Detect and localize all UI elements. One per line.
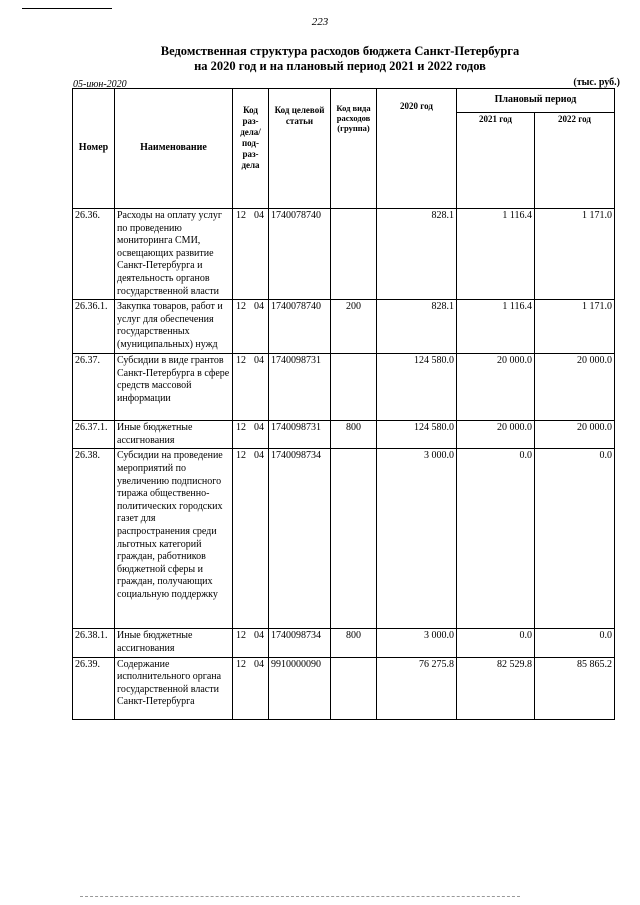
- title-line-1: Ведомственная структура расходов бюджета Санкт-Петербурга: [160, 44, 520, 58]
- row-name: Иные бюджетные ассигнования: [115, 421, 233, 449]
- row-target: 1740078740: [269, 300, 331, 354]
- row-kind: [331, 657, 377, 719]
- row-section: [233, 354, 269, 421]
- row-target: 1740098734: [269, 449, 331, 629]
- row-name: Иные бюджетные ассигнования: [115, 629, 233, 657]
- row-kind: 800: [331, 629, 377, 657]
- row-section: [233, 421, 269, 449]
- row-2022: 0.0: [535, 629, 615, 657]
- row-target: 1740098731: [269, 354, 331, 421]
- row-2020: 3 000.0: [377, 629, 457, 657]
- table-row: [73, 209, 615, 300]
- header-planned: Плановый период: [457, 89, 615, 113]
- row-2021: 0.0: [457, 629, 535, 657]
- row-target: 9910000090: [269, 657, 331, 719]
- row-2021: 82 529.8: [457, 657, 535, 719]
- row-section: [233, 657, 269, 719]
- row-kind: 800: [331, 421, 377, 449]
- subsection-code: 04: [254, 450, 264, 462]
- table-row: [73, 629, 615, 657]
- row-number: 26.37.1.: [73, 421, 115, 449]
- row-2022: 0.0: [535, 449, 615, 629]
- row-2020: 3 000.0: [377, 449, 457, 629]
- row-2021: 0.0: [457, 449, 535, 629]
- row-2021: 1 116.4: [457, 209, 535, 300]
- units-label: (тыс. руб.): [573, 77, 620, 88]
- row-name: Субсидии в виде грантов Санкт-Петербурга в сфере средств массовой информации: [115, 354, 233, 421]
- section-code: 12: [236, 658, 246, 670]
- row-target: 1740078740: [269, 209, 331, 300]
- row-2020: 828.1: [377, 300, 457, 354]
- row-target: 1740098734: [269, 629, 331, 657]
- subsection-code: 04: [254, 355, 264, 367]
- table-row: [73, 421, 615, 449]
- document-date: 05-июн-2020: [73, 79, 127, 90]
- row-2020: 124 580.0: [377, 421, 457, 449]
- subsection-code: 04: [254, 658, 264, 670]
- section-code: 12: [236, 450, 246, 462]
- header-2020: 2020 год: [377, 89, 457, 209]
- row-2022: 1 171.0: [535, 209, 615, 300]
- top-rule: [22, 8, 112, 9]
- table-row: [73, 449, 615, 629]
- row-name: Содержание исполнительного органа государственной власти Санкт-Петербурга: [115, 657, 233, 719]
- bottom-rule: [80, 896, 520, 897]
- row-kind: [331, 209, 377, 300]
- row-2020: 76 275.8: [377, 657, 457, 719]
- subsection-code: 04: [254, 301, 264, 313]
- header-target: Код целевой статьи: [269, 89, 331, 209]
- row-kind: [331, 449, 377, 629]
- row-kind: 200: [331, 300, 377, 354]
- row-number: 26.37.: [73, 354, 115, 421]
- row-kind: [331, 354, 377, 421]
- row-2020: 124 580.0: [377, 354, 457, 421]
- header-section: Код раз-дела/ под-раз-дела: [233, 89, 269, 209]
- header-2021: 2021 год: [457, 113, 535, 209]
- section-code: 12: [236, 301, 246, 313]
- page-number: 223: [311, 16, 329, 28]
- budget-table: [72, 88, 615, 720]
- row-section: [233, 629, 269, 657]
- row-2022: 1 171.0: [535, 300, 615, 354]
- header-2022: 2022 год: [535, 113, 615, 209]
- subsection-code: 04: [254, 630, 264, 642]
- row-name: Субсидии на проведение мероприятий по увеличению подписного тиража общественно-политических городских газет для распространения среди льготных категорий граждан, работников бюджетной сферы и граждан, получающих социальную поддержку: [115, 449, 233, 629]
- section-code: 12: [236, 422, 246, 434]
- table-row: [73, 657, 615, 719]
- row-section: [233, 300, 269, 354]
- document-title: [60, 44, 620, 74]
- section-code: 12: [236, 355, 246, 367]
- header-kind: Код вида расходов (группа): [331, 89, 377, 209]
- row-2021: 20 000.0: [457, 421, 535, 449]
- row-number: 26.36.: [73, 209, 115, 300]
- title-line-2: на 2020 год и на плановый период 2021 и 2022 годов: [194, 59, 486, 73]
- row-name: Закупка товаров, работ и услуг для обеспечения государственных (муниципальных) нужд: [115, 300, 233, 354]
- row-2020: 828.1: [377, 209, 457, 300]
- row-2021: 1 116.4: [457, 300, 535, 354]
- header-name: Наименование: [115, 89, 233, 209]
- row-2022: 20 000.0: [535, 354, 615, 421]
- subsection-code: 04: [254, 422, 264, 434]
- table-row: [73, 300, 615, 354]
- row-number: 26.36.1.: [73, 300, 115, 354]
- header-number: Номер: [73, 89, 115, 209]
- row-number: 26.39.: [73, 657, 115, 719]
- row-2022: 85 865.2: [535, 657, 615, 719]
- subsection-code: 04: [254, 210, 264, 221]
- section-code: 12: [236, 210, 246, 221]
- row-name: Расходы на оплату услуг по проведению мониторинга СМИ, освещающих развитие Санкт-Петербурга и деятельность органов государственной власти: [115, 209, 233, 300]
- row-2021: 20 000.0: [457, 354, 535, 421]
- table-body: [73, 209, 615, 720]
- table-row: [73, 354, 615, 421]
- section-code: 12: [236, 630, 246, 642]
- row-section: [233, 209, 269, 300]
- row-target: 1740098731: [269, 421, 331, 449]
- row-section: [233, 449, 269, 629]
- row-2022: 20 000.0: [535, 421, 615, 449]
- row-number: 26.38.1.: [73, 629, 115, 657]
- row-number: 26.38.: [73, 449, 115, 629]
